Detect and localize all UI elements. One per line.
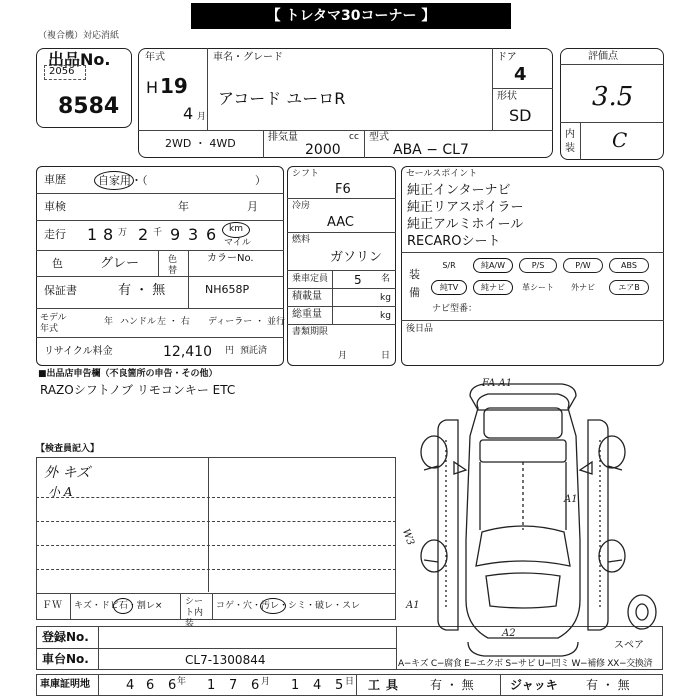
- diagram-mark: W3: [399, 527, 416, 547]
- year-label: 年式: [145, 52, 165, 63]
- tools-label: 工具: [368, 678, 405, 692]
- cert-digit: 4: [126, 678, 135, 693]
- cert-digit: 1: [291, 678, 300, 693]
- color-code: NH658P: [205, 283, 250, 296]
- equip-navi: 純ナビ: [473, 280, 513, 295]
- navi-model-label: ナビ型番：: [432, 304, 478, 314]
- mileage-unit-man: 万: [118, 228, 128, 238]
- top-note: （複合機）対応消紙: [38, 31, 120, 41]
- sales-points-label: セールスポイント: [406, 169, 478, 179]
- cert-digit: 7: [229, 678, 238, 693]
- cert-unit: 年: [177, 677, 187, 687]
- cert-digit: 6: [168, 678, 177, 693]
- capacity-value: 5: [354, 273, 362, 287]
- notes-text: RAZOシフトノブ リモコンキー ETC: [40, 383, 236, 397]
- legend-circle: [260, 598, 286, 614]
- legend-seat: シート内装: [185, 597, 204, 629]
- year-month: 4: [183, 104, 194, 123]
- mileage-unit-km: km: [229, 224, 243, 234]
- year-value: 19: [160, 74, 188, 98]
- cert-digit: 5: [335, 678, 344, 693]
- gross-unit: kg: [380, 311, 391, 321]
- equip-tv: 純TV: [431, 280, 467, 295]
- mileage-label: 走行: [44, 228, 66, 241]
- mileage-digit: 8: [103, 225, 114, 244]
- equip-aw: 純A/W: [473, 258, 513, 273]
- interior-label: 内装: [565, 129, 575, 154]
- legend-fw: ＦＷ: [42, 600, 62, 611]
- displacement-unit: cc: [349, 132, 359, 142]
- cert-digit: 1: [207, 678, 216, 693]
- damage-legend: A−キズ C−腐食 E−エクボ S−サビ U−凹ミ W−補修 XX−交換済: [398, 659, 653, 669]
- model-year-label: モデル年式: [40, 313, 67, 334]
- color-label: 色: [52, 257, 63, 270]
- cert-digit: 6: [146, 678, 155, 693]
- fuel-value: ガソリン: [330, 250, 383, 265]
- equipment-label: 装備: [409, 268, 420, 299]
- displacement-value: 2000: [305, 142, 341, 158]
- equip-ps: P/S: [519, 258, 557, 273]
- mileage-digit: 9: [170, 225, 181, 244]
- doors-label: ドア: [497, 52, 517, 63]
- ac-label: 冷房: [292, 201, 311, 211]
- tools-value: 有 ・ 無: [430, 678, 474, 692]
- warranty-label: 保証書: [44, 284, 77, 297]
- equip-sr: S/R: [442, 261, 456, 270]
- gross-label: 総重量: [292, 309, 322, 320]
- score-value: 3.5: [592, 82, 634, 112]
- warranty-value: 有 ・ 無: [118, 283, 166, 298]
- mileage-digit: 6: [206, 225, 217, 244]
- history-close: ）: [255, 174, 266, 187]
- capacity-label: 乗車定員: [292, 274, 329, 284]
- cert-digit: 6: [251, 678, 260, 693]
- car-name-label: 車名・グレード: [213, 52, 283, 63]
- shift-label: シフト: [292, 169, 320, 179]
- equip-airbag: エアB: [609, 280, 649, 295]
- notes-header: ■出品店申告欄（不良箇所の申告・その他）: [38, 369, 218, 379]
- cert-unit: 日: [345, 677, 355, 687]
- shape-value: SD: [509, 106, 532, 125]
- inspection-year: 年: [178, 200, 189, 213]
- sales-point: 純正インターナビ: [407, 183, 511, 198]
- capacity-unit: 名: [381, 274, 391, 284]
- load-label: 積載量: [292, 291, 322, 302]
- recycle-value: 12,410: [163, 344, 212, 360]
- mileage-unit-sen: 千: [153, 228, 163, 238]
- spare-label: スペア: [614, 640, 644, 651]
- fuel-label: 燃料: [292, 235, 311, 245]
- car-name: アコード ユーロR: [218, 89, 346, 108]
- model-code: ABA − CL7: [393, 142, 469, 158]
- lot-number: 8584: [58, 94, 120, 119]
- doors-value: 4: [514, 64, 527, 85]
- inspector-line2: 小 A: [48, 485, 73, 499]
- cert-unit: 月: [261, 677, 271, 687]
- year-month-unit: 月: [197, 112, 207, 122]
- doc-expiry-day: 日: [381, 351, 391, 361]
- model-year-lr: 左 ・ 右: [157, 317, 190, 327]
- recycle-unit: 円: [225, 346, 235, 356]
- history-value: 自家用・（: [98, 174, 148, 187]
- color-code-label: カラーNo.: [207, 253, 254, 264]
- inspector-header: 【検査員記入】: [36, 444, 100, 454]
- diagram-mark: A1: [406, 600, 420, 611]
- registration-label: 登録No.: [42, 630, 89, 644]
- model-year-handle: ハンドル: [120, 317, 157, 327]
- shift-value: F6: [335, 182, 351, 197]
- inspection-month: 月: [247, 200, 258, 213]
- score-label: 評価点: [588, 51, 618, 62]
- chassis-number: CL7-1300844: [185, 653, 266, 667]
- lot-stamp: 2056: [49, 66, 75, 77]
- car-diagram: [398, 370, 664, 660]
- legend-seat-text: コゲ・穴・汚レ・シミ・破レ・スレ: [216, 601, 361, 611]
- diagram-mark: A1: [564, 494, 578, 505]
- mileage-digit: 1: [87, 225, 98, 244]
- model-year-year: 年: [104, 317, 114, 327]
- color-value: グレー: [100, 256, 140, 271]
- displacement-label: 排気量: [268, 132, 298, 143]
- page-title: 【 トレタマ30コーナー 】: [266, 8, 436, 24]
- inspection-label: 車検: [44, 200, 66, 213]
- info-box: [36, 166, 284, 366]
- after-install-label: 後日品: [406, 324, 434, 334]
- lot-label: 出品No.: [48, 50, 111, 69]
- doc-expiry-label: 書類期限: [292, 327, 329, 337]
- equip-pw: P/W: [563, 258, 603, 273]
- sales-point: 純正アルミホイール: [407, 217, 524, 232]
- sales-point: 純正リアスポイラー: [407, 200, 524, 215]
- legend-circle: [113, 598, 133, 614]
- shape-label: 形状: [497, 91, 517, 102]
- sales-point: RECAROシート: [407, 234, 501, 249]
- load-unit: kg: [380, 293, 391, 303]
- mileage-digit: 2: [138, 225, 149, 244]
- jack-value: 有 ・ 無: [586, 678, 630, 692]
- model-code-label: 型式: [369, 132, 389, 143]
- recycle-deposit: 預託済: [240, 346, 268, 356]
- diagram-mark: FA A1: [482, 378, 513, 389]
- year-era: H: [146, 78, 159, 97]
- drive-value: 2WD ・ 4WD: [165, 137, 236, 150]
- equip-leather: 革シート: [522, 283, 554, 292]
- recycle-label: リサイクル料金: [44, 346, 113, 357]
- inspector-line1: 外 キズ: [44, 465, 91, 481]
- chassis-label: 車台No.: [42, 652, 89, 666]
- legend-fw-text: キズ・ドビ石・割レ×: [74, 601, 163, 611]
- model-year-dealer: ディーラー ・ 並行: [208, 317, 286, 327]
- certificate-label: 車庫証明地: [40, 679, 90, 690]
- jack-label: ジャッキ: [510, 678, 558, 692]
- equip-abs: ABS: [609, 258, 649, 273]
- ac-value: AAC: [327, 215, 354, 230]
- diagram-mark: A2: [502, 628, 516, 639]
- equip-ext-navi: 外ナビ: [571, 283, 595, 292]
- interior-value: C: [612, 128, 628, 152]
- doc-expiry-month: 月: [338, 351, 348, 361]
- mileage-unit-mile: マイル: [224, 238, 251, 248]
- cert-digit: 4: [313, 678, 322, 693]
- color-change: 色替: [168, 255, 178, 276]
- history-label: 車歴: [44, 173, 66, 186]
- mileage-digit: 3: [188, 225, 199, 244]
